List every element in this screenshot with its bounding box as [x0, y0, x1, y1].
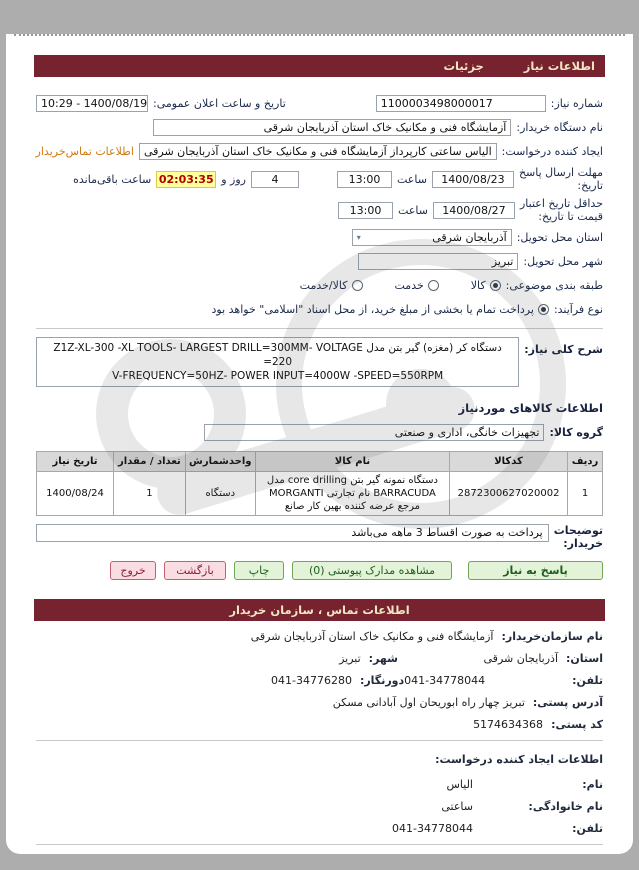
need-description-box[interactable] [36, 337, 519, 387]
goods-group-label: گروه کالا: [549, 426, 603, 439]
contact-fax-value: 041-34776280 [270, 674, 352, 687]
goods-table [36, 451, 603, 516]
contact-phone-value: 041-34778044 [404, 674, 486, 687]
header-row-number: ردیف [568, 452, 603, 472]
contact-province-label: استان: [566, 652, 603, 665]
price-validity-label-line1: حداقل تاریخ اعتبار [519, 197, 603, 210]
contact-province-value: آذربایجان شرقی [483, 652, 558, 665]
header-item-code: کدکالا [450, 452, 568, 472]
radio-option-goods[interactable] [471, 279, 501, 292]
buyer-contact-link[interactable]: اطلاعات تماس‌خریدار [35, 145, 134, 158]
table-row [37, 472, 603, 516]
header-item-name: نام کالا [255, 452, 449, 472]
buyer-contact-header-title: اطلاعات تماس ، سازمان خریدار [229, 603, 410, 617]
radio-unselected-icon[interactable] [428, 280, 439, 291]
radio-option-goods-service[interactable] [300, 279, 363, 292]
days-remaining-input[interactable]: 4 [251, 171, 299, 188]
section-header-buyer-contact [34, 599, 605, 621]
buyer-notes-label [554, 524, 603, 550]
city-input-value: تبریز [491, 255, 514, 268]
creator-last-name-row [36, 800, 603, 813]
deadline-row [36, 166, 603, 192]
price-validity-label-line2: قیمت تا تاریخ: [538, 210, 603, 223]
need-number-input[interactable]: 1100003498000017 [376, 95, 546, 112]
creator-label: ایجاد کننده درخواست: [501, 145, 603, 158]
process-type-row [36, 300, 603, 319]
contact-phone-label: تلفن: [572, 674, 603, 687]
goods-group-input[interactable]: تجهیزات خانگی، اداری و صنعتی [204, 424, 544, 441]
delivery-province-row [36, 228, 603, 247]
phone-fax-row [36, 674, 603, 687]
buyer-notes-row [36, 524, 603, 550]
cell-item-name: دستگاه نمونه گیر بتن core drilling مدل BARRACUDA نام تجارتی MORGANTI مرجع عرضه کننده بهین کار صانع [255, 472, 449, 516]
category-row [36, 276, 603, 295]
contact-fax-label: دورنگار: [359, 674, 405, 687]
radio-selected-icon[interactable] [490, 280, 501, 291]
announce-datetime-input[interactable]: 10:29 - 1400/08/19 [36, 95, 148, 112]
delivery-city-label: شهر محل تحویل: [523, 255, 603, 268]
creator-first-name-row [36, 778, 603, 791]
header-quantity: تعداد / مقدار [113, 452, 185, 472]
divider [36, 740, 603, 741]
delivery-province-label: استان محل تحویل: [516, 231, 603, 244]
chevron-down-icon: ▾ [356, 232, 361, 242]
creator-first-name-value: الیاس [446, 778, 473, 791]
back-button[interactable]: بازگشت [164, 561, 226, 580]
province-select[interactable] [352, 229, 512, 246]
goods-group-row [36, 423, 603, 442]
radio-selected-icon[interactable] [538, 304, 549, 315]
contact-address-value: تبریز چهار راه ابوریحان اول آبادانی مسکن [332, 696, 525, 709]
countdown-timer: 02:03:35 [156, 171, 216, 188]
price-validity-row [36, 197, 603, 223]
buyer-notes-label-line1: توضیحات [553, 524, 603, 537]
price-validity-hour-label: ساعت [398, 203, 428, 217]
divider [36, 328, 603, 329]
radio-service-label: خدمت [394, 279, 424, 292]
perforation-line [14, 34, 625, 36]
divider [36, 844, 603, 845]
postal-code-value: 5174634368 [473, 718, 544, 731]
buyer-notes-box[interactable]: پرداخت به صورت اقساط 3 ماهه می‌باشد [36, 524, 549, 542]
postal-code-label: کد پستی: [551, 718, 603, 731]
goods-section-title: اطلاعات کالاهای موردنیاز [458, 401, 603, 415]
need-info-header-title: اطلاعات نیاز [523, 59, 595, 73]
cell-quantity: 1 [113, 472, 185, 516]
radio-option-service[interactable] [395, 279, 439, 292]
cell-need-date: 1400/08/24 [37, 472, 114, 516]
process-type-option-label: پرداخت تمام یا بخشی از مبلغ خرید، از محل اسناد "اسلامی" خواهد بود [211, 303, 534, 316]
need-number-row [36, 94, 603, 113]
org-name-label: نام سازمان‌خریدار: [501, 630, 603, 643]
creator-input[interactable]: الیاس ساعتی کارپرداز آزمایشگاه فنی و مکانیک خاک استان آذربایجان شرقی [139, 143, 497, 160]
announce-datetime-label: تاریخ و ساعت اعلان عمومی: [153, 97, 286, 110]
creator-info-title: اطلاعات ایجاد کننده درخواست: [435, 753, 603, 766]
org-name-value: آزمایشگاه فنی و مکانیک خاک استان آذربایجان شرقی [250, 630, 494, 643]
buyer-org-input[interactable]: آزمایشگاه فنی و مکانیک خاک استان آذربایجان شرقی [153, 119, 511, 136]
need-info-header-sub: جزئیات [443, 59, 484, 73]
creator-phone-row [36, 822, 603, 835]
contact-city-value: تبریز [339, 652, 361, 665]
page [6, 34, 633, 854]
deadline-date-input[interactable]: 1400/08/23 [432, 171, 514, 188]
action-buttons-row [36, 561, 603, 580]
creator-last-name-value: ساعتی [441, 800, 473, 813]
countdown-suffix-label: ساعت باقی‌مانده [73, 172, 152, 186]
creator-first-name-label: نام: [582, 778, 603, 791]
section-header-need-info [34, 55, 605, 77]
header-unit: واحدشمارش [185, 452, 255, 472]
respond-button[interactable]: پاسخ به نیاز [468, 561, 603, 580]
attachments-button[interactable]: مشاهده مدارک پیوستی (0) [292, 561, 452, 580]
need-description-line1: دستگاه کر (مغزه) گیر بتن مدل Z1Z-XL-300 -XL TOOLS- LARGEST DRILL=300MM- VOLTAGE =220 [53, 342, 502, 368]
buyer-notes-label-line2: خریدار: [563, 537, 603, 550]
postal-code-row [36, 718, 603, 731]
buyer-org-label: نام دستگاه خریدار: [516, 121, 603, 134]
cell-row-number: 1 [568, 472, 603, 516]
creator-last-name-label: نام خانوادگی: [528, 800, 603, 813]
province-select-value: آذربایجان شرقی [432, 231, 507, 244]
contact-address-label: آدرس پستی: [532, 696, 603, 709]
need-number-label: شماره نیاز: [550, 97, 603, 110]
deadline-hour-label: ساعت [397, 172, 427, 186]
cell-item-code: 2872300627020002 [450, 472, 568, 516]
creator-phone-value: 041-34778044 [392, 822, 473, 835]
need-info-form [6, 94, 633, 387]
need-description-line2: V-FREQUENCY=50HZ- POWER INPUT=4000W -SPEED=550RPM [112, 370, 444, 382]
delivery-city-row [36, 252, 603, 271]
org-name-row [36, 630, 603, 643]
goods-table-header-row [37, 452, 603, 472]
price-validity-time-input[interactable]: 13:00 [338, 202, 393, 219]
buyer-org-row [36, 118, 603, 137]
radio-option-process-type[interactable] [212, 303, 549, 316]
province-city-row [36, 652, 603, 665]
days-suffix-label: روز و [221, 172, 246, 186]
address-row [36, 696, 603, 709]
process-type-label: نوع فرآیند: [553, 303, 603, 316]
creator-row [36, 142, 603, 161]
radio-goods-label: کالا [470, 279, 486, 292]
deadline-label-line1: مهلت ارسال پاسخ [518, 166, 603, 179]
deadline-label-line2: تاریخ: [577, 179, 603, 192]
category-label: طبقه بندی موضوعی: [505, 279, 603, 292]
deadline-label [519, 166, 603, 192]
creator-info-title-row [36, 753, 603, 766]
cell-unit: دستگاه [185, 472, 255, 516]
deadline-time-input[interactable]: 13:00 [337, 171, 392, 188]
print-button[interactable]: چاپ [234, 561, 284, 580]
need-description-row [36, 337, 603, 387]
exit-button[interactable]: خروج [110, 561, 156, 580]
price-validity-date-input[interactable]: 1400/08/27 [433, 202, 515, 219]
creator-phone-label: تلفن: [572, 822, 603, 835]
radio-unselected-icon[interactable] [352, 280, 363, 291]
radio-goods-service-label: کالا/خدمت [299, 279, 348, 292]
buyer-contact-section [6, 630, 633, 845]
city-input[interactable] [358, 253, 518, 270]
contact-city-label: شهر: [368, 652, 398, 665]
header-need-date: تاریخ نیاز [37, 452, 114, 472]
need-description-label: شرح کلی نیاز: [524, 343, 603, 356]
price-validity-label [520, 197, 603, 223]
goods-section [6, 401, 633, 580]
